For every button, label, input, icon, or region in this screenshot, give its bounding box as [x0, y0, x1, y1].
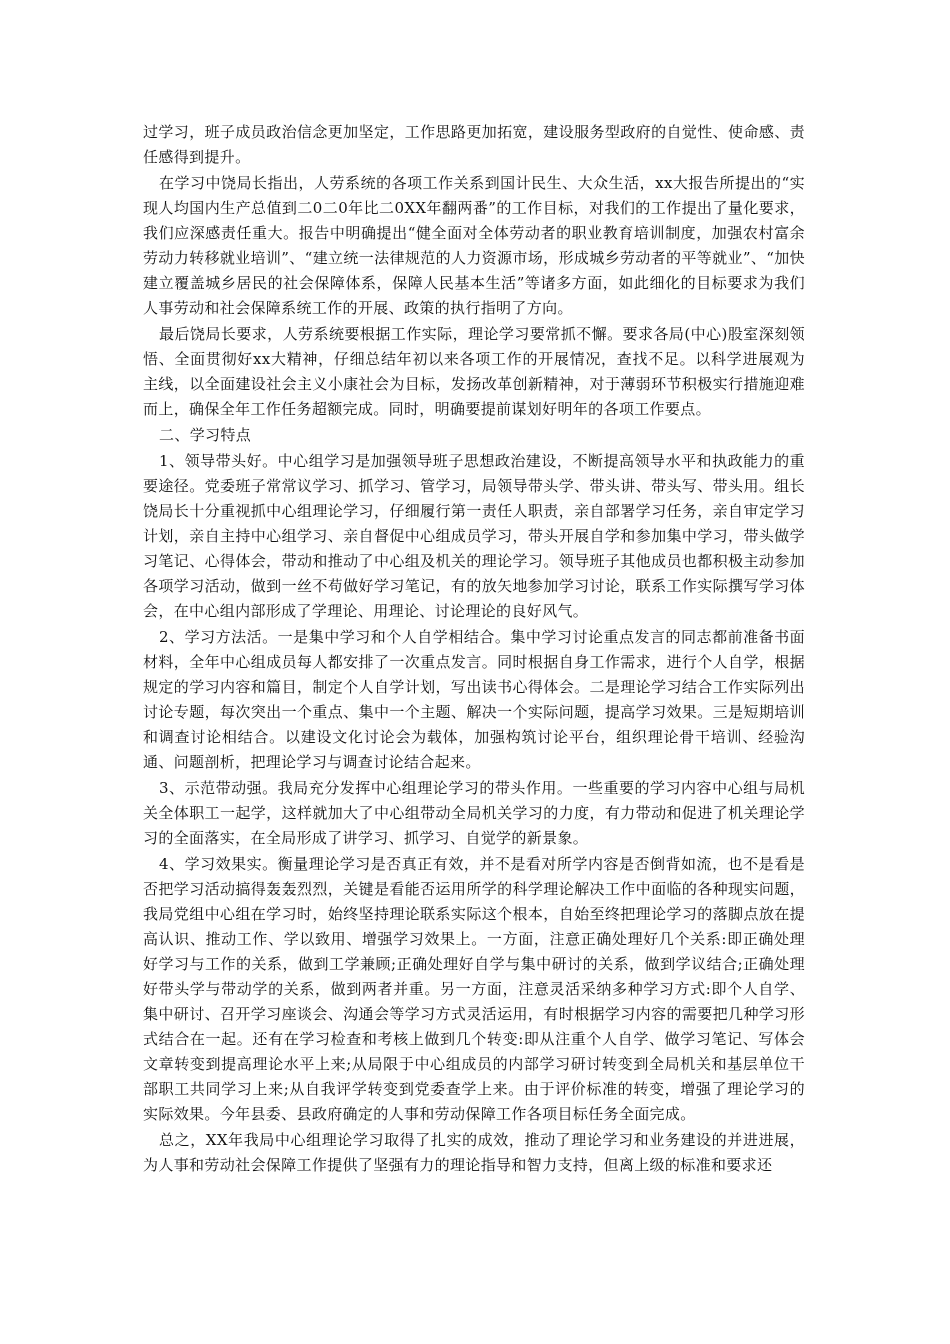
paragraph-conclusion: 总之，XX年我局中心组理论学习取得了扎实的成效，推动了理论学习和业务建设的并进进展，为人事和劳动社会保障工作提供了坚强有力的理论指导和智力支持，但离上级的标准和要求还: [143, 1131, 805, 1174]
document-body: [143, 120, 805, 1179]
paragraph-point-leadership: 1、领导带头好。中心组学习是加强领导班子思想政治建设，不断提高领导水平和执政能力的重要途径。党委班子常常议学习、抓学习、管学习，局领导带头学、带头讲、带头写、带头用。组长饶局长十分重视抓中心组理论学习，仔细履行第一责任人职责，亲自部署学习任务，亲自审定学习计划，亲自主持中心组学习、亲自督促中心组成员学习，带头开展自学和参加集中学习，带头做学习笔记、心得体会，带动和推动了中心组及机关的理论学习。领导班子其他成员也都积极主动参加各项学习活动，做到一丝不苟做好学习笔记，有的放矢地参加学习讨论，联系工作实际撰写学习体会，在中心组内部形成了学理论、用理论、讨论理论的良好风气。: [143, 452, 805, 620]
paragraph-rao-required: 最后饶局长要求，人劳系统要根据工作实际，理论学习要常抓不懈。要求各局(中心)股室深刻领悟、全面贯彻好xx大精神，仔细总结年初以来各项工作的开展情况，查找不足。以科学进展观为主线，以全面建设社会主义小康社会为目标，发扬改革创新精神，对于薄弱环节积极实行措施迎难而上，确保全年工作任务超额完成。同时，明确要提前谋划好明年的各项工作要点。: [143, 325, 805, 418]
paragraph-point-demonstration: 3、示范带动强。我局充分发挥中心组理论学习的带头作用。一些重要的学习内容中心组与局机关全体职工一起学，这样就加大了中心组带动全局机关学习的力度，有力带动和促进了机关理论学习的全面落实，在全局形成了讲学习、抓学习、自觉学的新景象。: [143, 779, 805, 847]
paragraph-point-methods: 2、学习方法活。一是集中学习和个人自学相结合。集中学习讨论重点发言的同志都前准备书面材料，全年中心组成员每人都安排了一次重点发言。同时根据自身工作需求，进行个人自学，根据规定的学习内容和篇目，制定个人自学计划，写出读书心得体会。二是理论学习结合工作实际列出讨论专题，每次突出一个重点、集中一个主题、解决一个实际问题，提高学习效果。三是短期培训和调查讨论相结合。以建设文化讨论会为载体，加强构筑讨论平台，组织理论骨干培训、经验沟通、问题剖析，把理论学习与调查讨论结合起来。: [143, 628, 805, 771]
paragraph-point-effectiveness: 4、学习效果实。衡量理论学习是否真正有效，并不是看对所学内容是否倒背如流，也不是看是否把学习活动搞得轰轰烈烈，关键是看能否运用所学的科学理论解决工作中面临的各种现实问题，我局党组中心组在学习时，始终坚持理论联系实际这个根本，自始至终把理论学习的落脚点放在提高认识、推动工作、学以致用、增强学习效果上。一方面，注意正确处理好几个关系:即正确处理好学习与工作的关系，做到工学兼顾;正确处理好自学与集中研讨的关系，做到学议结合;正确处理好带头学与带动学的关系，做到两者并重。另一方面，注意灵活采纳多种学习方式:即个人自学、集中研讨、召开学习座谈会、沟通会等学习方式灵活运用，有时根据学习内容的需要把几种学习形式结合在一起。还有在学习检查和考核上做到几个转变:即从注重个人自学、做学习笔记、写体会文章转变到提高理论水平上来;从局限于中心组成员的内部学习研讨转变到全局机关和基层单位干部职工共同学习上来;从自我评学转变到党委查学上来。由于评价标准的转变，增强了理论学习的实际效果。今年县委、县政府确定的人事和劳动保障工作各项目标任务全面完成。: [143, 855, 805, 1123]
section-heading-learning-features: 二、学习特点: [159, 426, 252, 444]
paragraph-rao-pointed-out: 在学习中饶局长指出，人劳系统的各项工作关系到国计民生、大众生活，xx大报告所提出的“实现人均国内生产总值到二0二0年比二0XX年翻两番”的工作目标，对我们的工作提出了量化要求，我们应深感责任重大。报告中明确提出“健全面对全体劳动者的职业教育培训制度，加强农村富余劳动力转移就业培训”、“建立统一法律规范的人力资源市场，形成城乡劳动者的平等就业”、“加快建立覆盖城乡居民的社会保障体系，保障人民基本生活”等诸多方面，如此细化的目标要求为我们人事劳动和社会保障系统工作的开展、政策的执行指明了方向。: [143, 174, 805, 317]
paragraph-intro-continued: 过学习，班子成员政治信念更加坚定，工作思路更加拓宽，建设服务型政府的自觉性、使命感、责任感得到提升。: [143, 123, 805, 166]
